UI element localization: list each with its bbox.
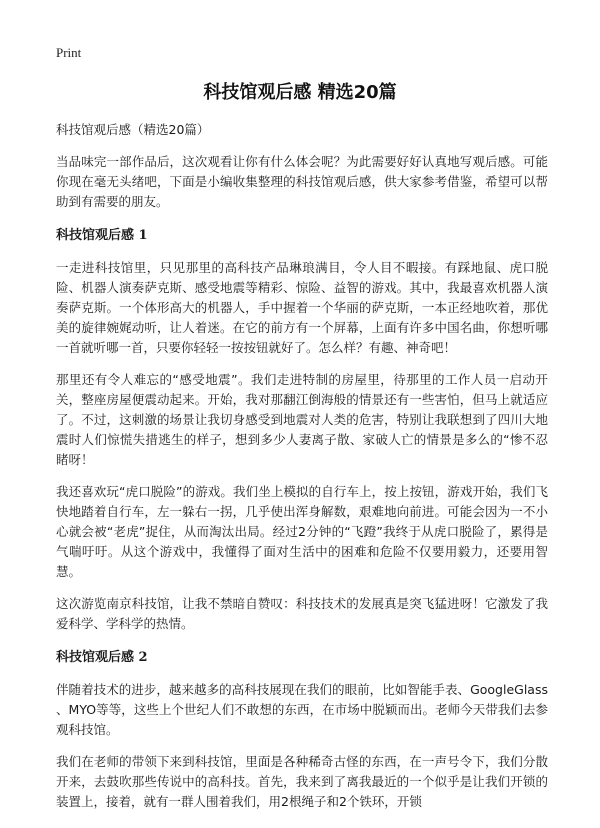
page-title: 科技馆观后感 精选20篇	[203, 82, 397, 103]
document-body	[56, 120, 548, 824]
document-subtitle: 科技馆观后感（精选20篇）	[56, 122, 210, 137]
paragraph: 这次游览南京科技馆，让我不禁暗自赞叹：科技技术的发展真是突飞猛进呀！它激发了我爱科学、学科学的热情。	[56, 596, 548, 631]
section-heading-2: 科技馆观后感 2	[56, 650, 148, 665]
paragraph: 伴随着技术的进步，越来越多的高科技展现在我们的眼前，比如智能手表、GoogleGlass 、MYO等等，这些上个世纪人们不敢想的东西，在市场中脱颖而出。老师今天带我们去参观科技馆。	[56, 682, 548, 737]
paragraph: 我还喜欢玩“虎口脱险”的游戏。我们坐上模拟的自行车上，按上按钮，游戏开始，我们飞快地踏着自行车，左一躲右一拐，几乎使出浑身解数，艰难地向前进。可能会因为一不小心就会被“老虎”捉住，从而淘汰出局。经过2分钟的“飞蹬”我终于从虎口脱险了，累得是气喘吁吁。从这个游戏中，我懂得了面对生活中的困难和危险不仅要用毅力，还要用智慧。	[56, 484, 548, 579]
paragraph: 那里还有令人难忘的“感受地震”。我们走进特制的房屋里，待那里的工作人员一启动开关，整座房屋便震动起来。开始，我对那翻江倒海般的情景还有一些害怕，但马上就适应了。不过，这刺激的场景让我切身感受到地震对人类的危害，特别让我联想到了四川大地震时人们惊慌失措逃生的样子，想到多少人妻离子散、家破人亡的情景是多么的“惨不忍睹呀！	[56, 372, 548, 467]
intro-paragraph: 当品味完一部作品后，这次观看让你有什么体会呢？为此需要好好认真地写观后感。可能你现在毫无头绪吧，下面是小编收集整理的科技馆观后感，供大家参考借鉴，希望可以帮助到有需要的朋友。	[56, 154, 548, 209]
print-link[interactable]: Print	[56, 45, 82, 60]
paragraph: 我们在老师的带领下来到科技馆，里面是各种稀奇古怪的东西，在一声号令下，我们分散开来，去鼓吹那些传说中的高科技。首先，我来到了离我最近的一个似乎是让我们开锁的装置上，接着，就有一群人围着我们，用2根绳子和2个铁环，开锁	[56, 754, 548, 809]
paragraph: 一走进科技馆里，只见那里的高科技产品琳琅满目，令人目不暇接。有踩地鼠、虎口脱险、机器人演奏萨克斯、感受地震等精彩、惊险、益智的游戏。其中，我最喜欢机器人演奏萨克斯。一个体形高大的机器人，手中握着一个华丽的萨克斯，一本正经地吹着，那优美的旋律婉娓动听，让人着迷。在它的前方有一个屏幕，上面有许多中国名曲，你想听哪一首就听哪一首，只要你轻轻一按按钮就好了。怎么样？有趣、神奇吧！	[56, 260, 548, 355]
section-heading-1: 科技馆观后感 1	[56, 228, 148, 243]
